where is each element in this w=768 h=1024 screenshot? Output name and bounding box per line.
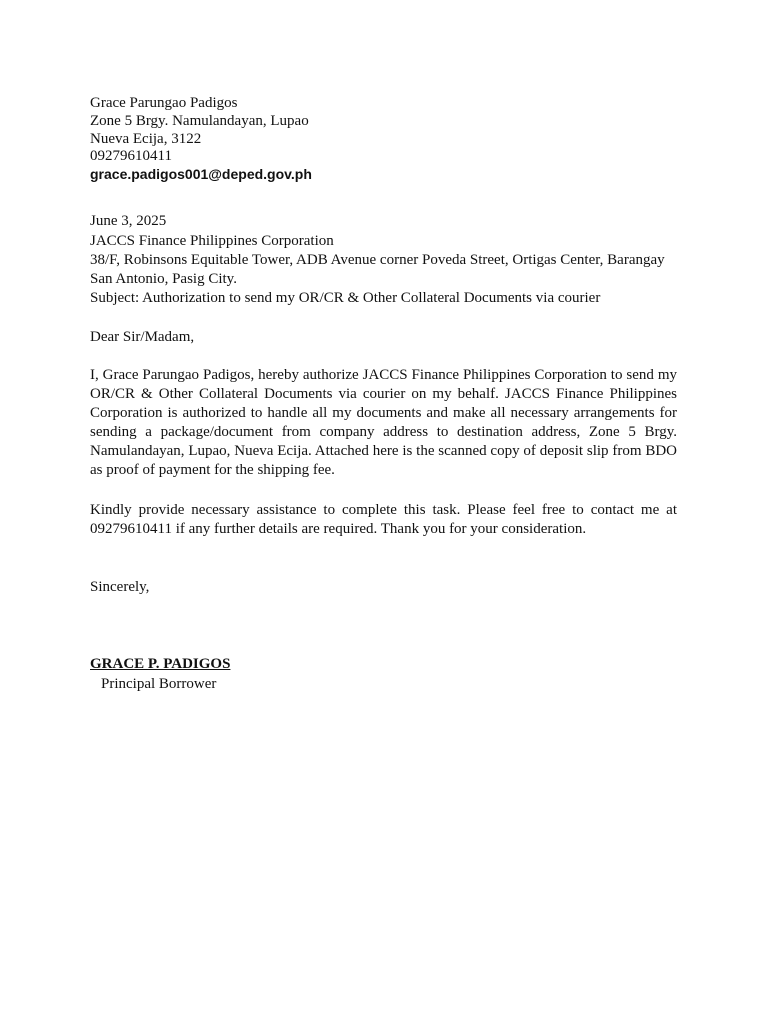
recipient-address-line2: San Antonio, Pasig City. xyxy=(90,271,237,287)
sender-phone: 09279610411 xyxy=(90,148,172,164)
body-paragraph-2: Kindly provide necessary assistance to complete this task. Please feel free to contact me at 09279610411 if any further details are required. Thank you for your consideration. xyxy=(90,502,677,537)
recipient-address-line1: 38/F, Robinsons Equitable Tower, ADB Avenue corner Poveda Street, Ortigas Center, Barangay xyxy=(90,252,665,268)
signature-title: Principal Borrower xyxy=(101,676,217,692)
salutation: Dear Sir/Madam, xyxy=(90,329,195,345)
signature-name: GRACE P. PADIGOS xyxy=(90,656,231,672)
sender-name: Grace Parungao Padigos xyxy=(90,95,238,111)
sender-email: grace.padigos001@deped.gov.ph xyxy=(90,166,312,182)
closing: Sincerely, xyxy=(90,579,150,595)
letter-date: June 3, 2025 xyxy=(90,213,167,229)
body-paragraph-1: I, Grace Parungao Padigos, hereby authorize JACCS Finance Philippines Corporation to send my OR/CR & Other Collateral Documents via courier on my behalf. JACCS Finance Philippines Corporation is authorized to handle all my documents and make all necessary arrangements for sending a package/document from company address to destination address, Zone 5 Brgy. Namulandayan, Lupao, Nueva Ecija. Attached here is the scanned copy of deposit slip from BDO as proof of payment for the shipping fee. xyxy=(90,367,677,478)
sender-address-line1: Zone 5 Brgy. Namulandayan, Lupao xyxy=(90,113,309,129)
sender-address-line2: Nueva Ecija, 3122 xyxy=(90,131,202,147)
recipient-company: JACCS Finance Philippines Corporation xyxy=(90,233,334,249)
letter-subject: Subject: Authorization to send my OR/CR & Other Collateral Documents via courier xyxy=(90,290,601,306)
